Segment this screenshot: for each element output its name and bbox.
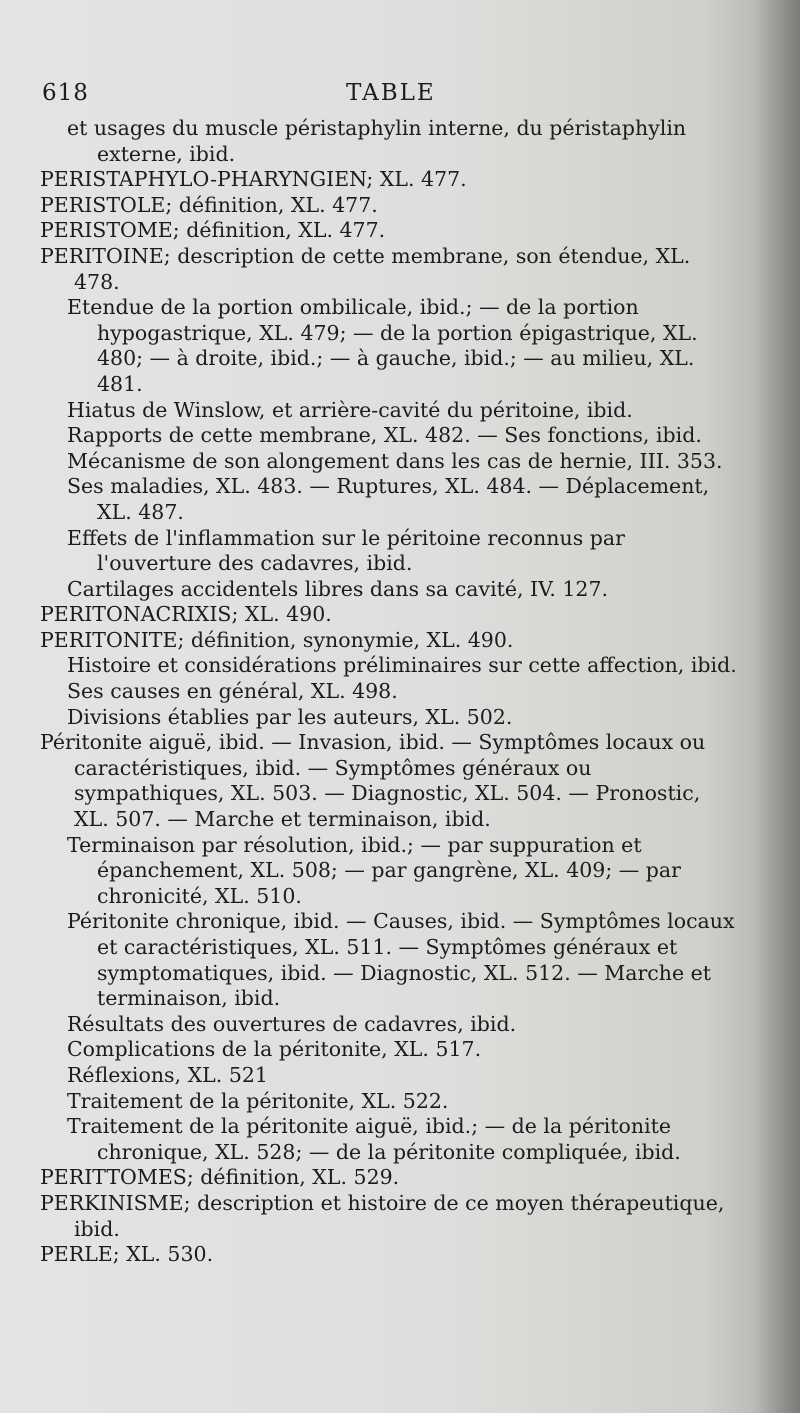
running-title: TABLE bbox=[346, 80, 436, 106]
index-subentry: Mécanisme de son alongement dans les cas de hernie, III. 353. bbox=[67, 448, 723, 473]
index-subentry: Effets de l'inflammation sur le péritoine reconnus par l'ouverture des cadavres, ibid. bbox=[67, 525, 625, 576]
index-entry: PERITONACRIXIS; XL. 490. bbox=[40, 602, 332, 627]
index-entry: et usages du muscle péristaphylin interne, du péristaphylin externe, ibid. bbox=[67, 116, 687, 166]
index-subentry: Histoire et considérations préliminaires sur cette affection, ibid. bbox=[67, 653, 737, 678]
index-subentry: Terminaison par résolution, ibid.; — par suppuration et épanchement, XL. 508; — par gangrène, XL. 409; — par chronicité, XL. 510. bbox=[67, 832, 681, 908]
index-subentry: Rapports de cette membrane, XL. 482. — Ses fonctions, ibid. bbox=[67, 423, 702, 448]
index-subentry: Résultats des ouvertures de cadavres, ibid. bbox=[67, 1011, 517, 1036]
index-subentry: Divisions établies par les auteurs, XL. 502. bbox=[67, 704, 513, 729]
index-subentry: Cartilages accidentels libres dans sa cavité, IV. 127. bbox=[67, 576, 609, 601]
index-entries bbox=[40, 116, 740, 1268]
index-subentry: Complications de la péritonite, XL. 517. bbox=[67, 1037, 482, 1062]
index-subentry: Traitement de la péritonite aiguë, ibid.; — de la péritonite chronique, XL. 528; — de la péritonite compliquée, ibid. bbox=[67, 1114, 681, 1164]
index-entry: PERITONITE; définition, synonymie, XL. 490. bbox=[40, 627, 514, 652]
index-subentry: Ses causes en général, XL. 498. bbox=[67, 679, 398, 704]
index-entry: PERLE; XL. 530. bbox=[40, 1242, 214, 1267]
index-entry: PERITTOMES; définition, XL. 529. bbox=[40, 1165, 400, 1190]
page-edge-shadow bbox=[754, 0, 800, 1413]
index-subentry: Réflexions, XL. 521 bbox=[67, 1062, 268, 1087]
index-entry: PERISTOME; définition, XL. 477. bbox=[40, 218, 386, 243]
index-entry: Péritonite aiguë, ibid. — Invasion, ibid. — Symptômes locaux ou caractéristiques, ibid. — Symptômes généraux ou sympathiques, XL. 503. — Diagnostic, XL. 504. — Pronostic, XL. 507. — Marche et terminaison, ibid. bbox=[40, 730, 706, 832]
page-header bbox=[42, 80, 742, 116]
page-number: 618 bbox=[42, 80, 89, 106]
index-subentry: Traitement de la péritonite, XL. 522. bbox=[67, 1088, 449, 1113]
index-subentry: Etendue de la portion ombilicale, ibid.; — de la portion hypogastrique, XL. 479; — de la portion épigastrique, XL. 480; — à droite, ibid.; — à gauche, ibid.; — au milieu, XL. 481. bbox=[67, 295, 698, 396]
index-entry: PERKINISME; description et histoire de ce moyen thérapeutique, ibid. bbox=[40, 1190, 725, 1241]
index-entry: PERISTOLE; définition, XL. 477. bbox=[40, 192, 378, 217]
index-entry: PERITOINE; description de cette membrane, son étendue, XL. 478. bbox=[40, 243, 691, 294]
index-subentry: Péritonite chronique, ibid. — Causes, ibid. — Symptômes locaux et caractéristiques, XL. 511. — Symptômes généraux et symptomatiques, ibid. — Diagnostic, XL. 512. — Marche et terminaison, ibid. bbox=[67, 909, 735, 1011]
index-entry: PERISTAPHYLO-PHARYNGIEN; XL. 477. bbox=[40, 167, 467, 192]
index-subentry: Ses maladies, XL. 483. — Ruptures, XL. 484. — Déplacement, XL. 487. bbox=[67, 474, 710, 524]
index-subentry: Hiatus de Winslow, et arrière-cavité du péritoine, ibid. bbox=[67, 397, 633, 422]
